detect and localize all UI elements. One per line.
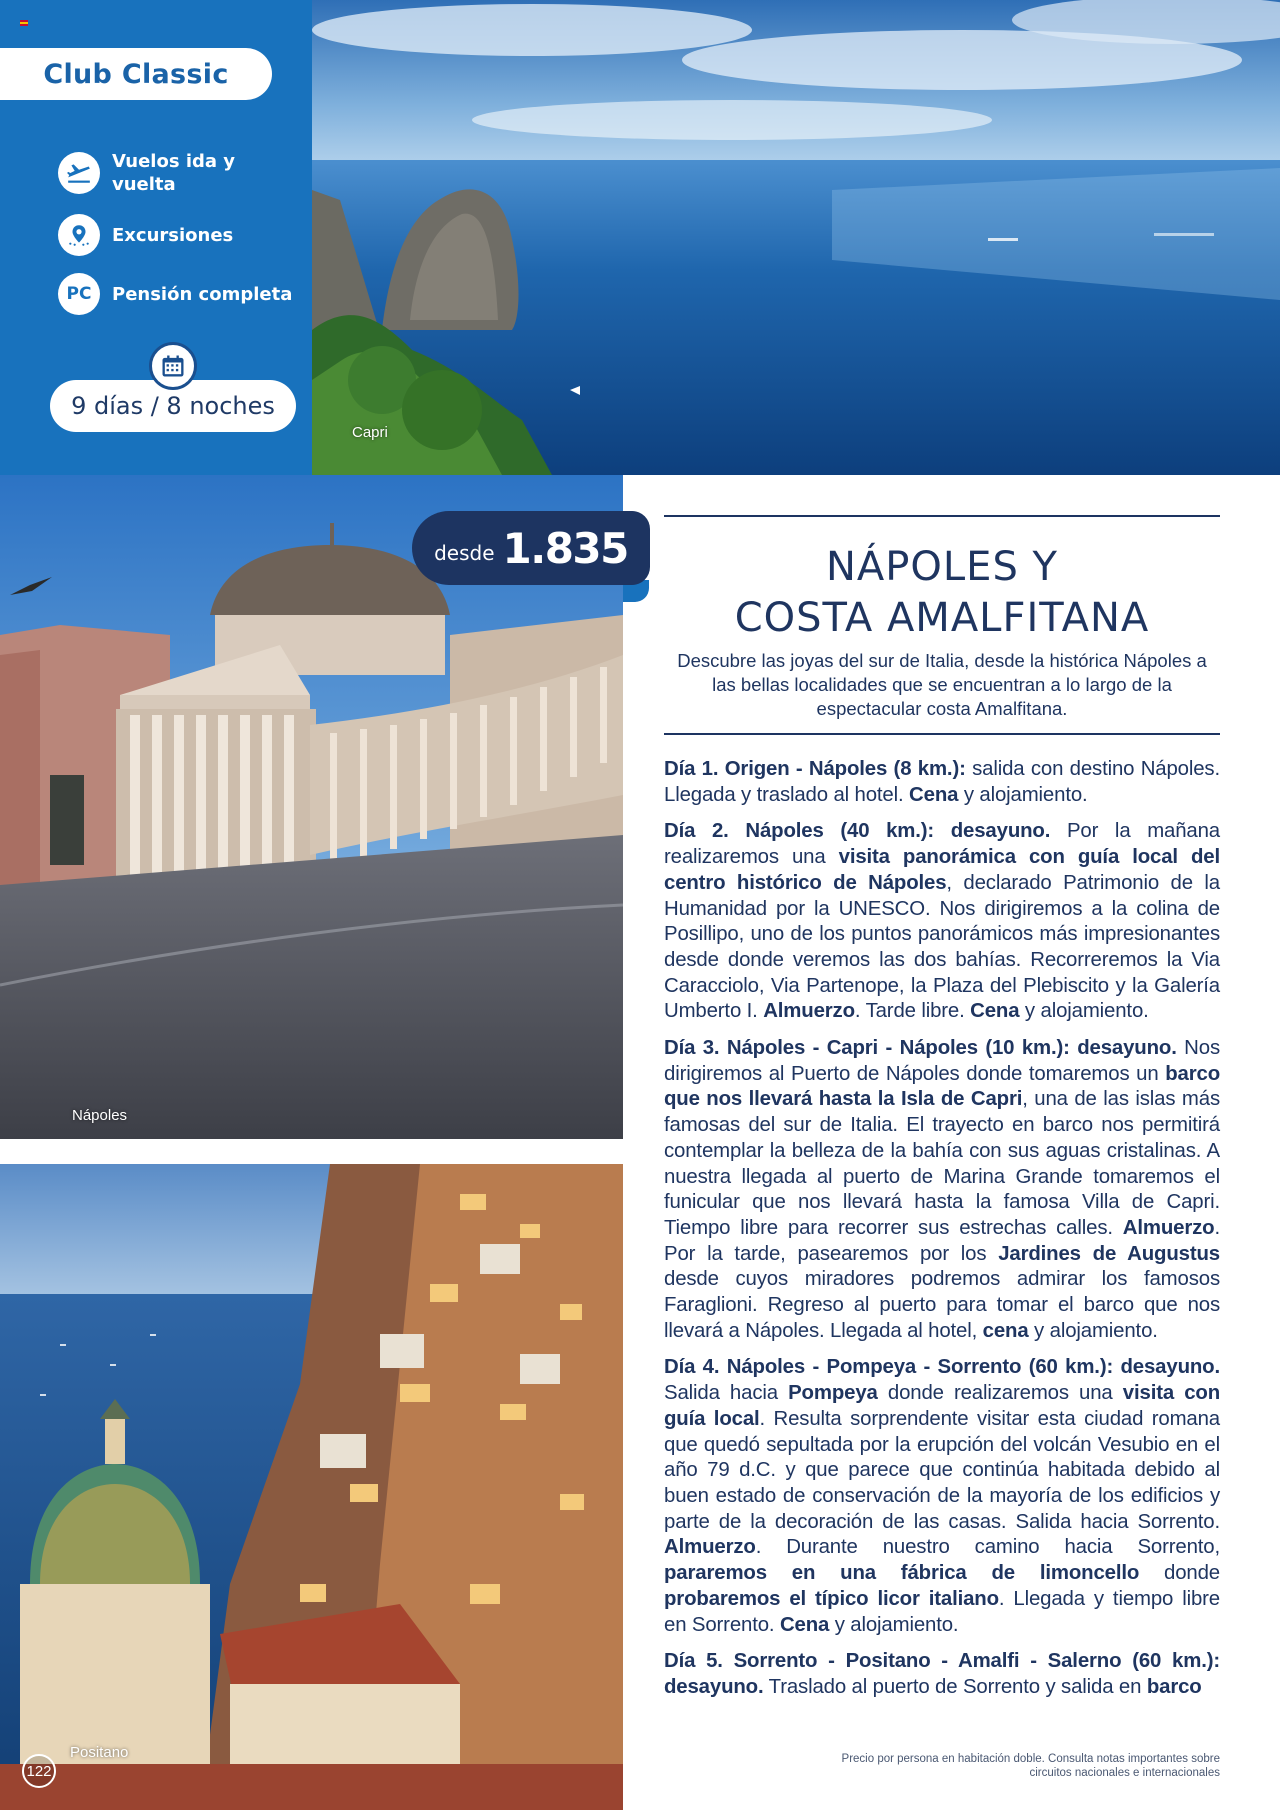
price-prefix: desde <box>434 541 495 565</box>
pc-icon <box>58 273 100 315</box>
program-name: Club Classic <box>43 58 229 90</box>
itinerary-text: donde realizaremos una <box>877 1382 1123 1405</box>
page-title <box>664 542 1220 644</box>
itinerary-bold-text: Pompeya <box>788 1382 878 1405</box>
itinerary-bold-text: Almuerzo <box>763 1000 855 1023</box>
itinerary <box>664 757 1220 1712</box>
itinerary-bold-text: Día 5. Sorrento - Positano - Amalfi - Salerno (60 km.): desayuno. <box>664 1650 1220 1698</box>
title-line-1: NÁPOLES Y <box>826 544 1058 590</box>
itinerary-bold-text: probaremos el típico licor italiano <box>664 1587 999 1610</box>
title-line-2: COSTA AMALFITANA <box>734 595 1150 641</box>
price-tag <box>412 511 650 585</box>
footnote-line-1: Precio por persona en habitación doble. Consulta notas importantes sobre <box>841 1753 1220 1765</box>
itinerary-bold-text: Día 2. Nápoles (40 km.): desayuno. <box>664 820 1051 843</box>
feature-label: Excursiones <box>112 224 234 246</box>
pc-icon-text: PC <box>66 284 92 304</box>
itinerary-bold-text: Día 1. Origen - Nápoles (8 km.): <box>664 758 966 780</box>
itinerary-text: y alojamiento. <box>829 1613 959 1636</box>
itinerary-day <box>664 1355 1220 1638</box>
feature-label: Vuelos ida y vuelta <box>112 151 236 195</box>
itinerary-text: y alojamiento. <box>1028 1319 1158 1342</box>
price-footnote <box>664 1752 1220 1780</box>
itinerary-day <box>664 819 1220 1025</box>
pin-icon <box>58 214 100 256</box>
itinerary-bold-text: barco <box>1146 1675 1202 1698</box>
itinerary-bold-text: Cena <box>779 1613 830 1636</box>
photo-caption-positano: Positano <box>70 1744 129 1761</box>
itinerary-text: Traslado al puerto de Sorrento y salida en <box>763 1675 1147 1698</box>
itinerary-bold-text: Almuerzo <box>664 1536 756 1559</box>
itinerary-text: . Resulta sorprendente visitar esta ciudad romana que quedó sepultada por la erupción del volcán Vesubio en el año 79 d.C. y que parece que continúa habitada debido al buen estado de conservación de la mayoría de los edificios y parte de la decoración de las casas. Salida hacia Sorrento. <box>664 1407 1220 1533</box>
feature-label: Pensión completa <box>112 283 293 305</box>
itinerary-bold-text: Cena <box>970 1000 1020 1023</box>
capri-photo <box>312 0 1280 475</box>
divider-middle <box>664 733 1220 735</box>
calendar-icon <box>149 342 197 390</box>
itinerary-text: desde cuyos miradores podremos admirar los famosos Faraglioni. Regreso al puerto para tomar el barco que nos llevará a Nápoles. Llegada al hotel, <box>664 1268 1220 1342</box>
itinerary-text: donde <box>1139 1562 1221 1585</box>
itinerary-bold-text: Día 3. Nápoles - Capri - Nápoles (10 km.): desayuno. <box>664 1037 1177 1060</box>
itinerary-bold-text: cena <box>982 1319 1029 1342</box>
trip-summary-panel <box>0 0 312 475</box>
feature-full-board <box>58 273 302 315</box>
itinerary-text: . Llegada y tiempo libre en Sorrento. <box>664 1587 1220 1636</box>
itinerary-text: , declarado Patrimonio de la Humanidad por la UNESCO. Nos dirigiremos a la colina de Posillipo, uno de los puntos panorámicos más impresionantes desde donde veremos las dos bahías. Recorreremos la Via Caracciolo, Via Partenope, la Plaza del Plebiscito y la Galería Umberto I. <box>664 871 1220 1023</box>
itinerary-text: salida con destino Nápoles. Llegada y traslado al hotel. <box>664 758 1220 806</box>
spain-flag-icon <box>20 20 28 26</box>
plane-icon <box>58 152 100 194</box>
itinerary-bold-text: Día 4. Nápoles - Pompeya - Sorrento (60 km.): desayuno. <box>664 1356 1220 1379</box>
itinerary-bold-text: pararemos en una fábrica de limoncello <box>664 1562 1140 1585</box>
itinerary-text: y alojamiento. <box>958 783 1088 806</box>
photo-caption-capri: Capri <box>352 424 388 441</box>
footnote-line-2: circuitos nacionales e internacionales <box>1029 1767 1220 1779</box>
duration-label: 9 días / 8 noches <box>71 392 275 420</box>
club-classic-badge <box>0 48 272 100</box>
price-value: 1.835 <box>502 523 628 573</box>
feature-flights <box>58 150 262 196</box>
itinerary-bold-text: Jardines de Augustus <box>998 1242 1220 1265</box>
itinerary-text: . Tarde libre. <box>854 1000 971 1023</box>
positano-photo <box>0 1164 623 1810</box>
itinerary-text: y alojamiento. <box>1019 1000 1149 1023</box>
itinerary-text: Salida hacia <box>664 1382 789 1405</box>
intro-text: Descubre las joyas del sur de Italia, desde la histórica Nápoles a las bellas localidades que se encuentran a lo largo de la espectacular costa Amalfitana. <box>677 650 1207 719</box>
photo-caption-napoles: Nápoles <box>72 1107 128 1124</box>
itinerary-bold-text: visita panorámica con guía local del centro histórico de Nápoles <box>664 846 1220 894</box>
itinerary-day <box>664 1036 1220 1344</box>
page-number: 122 <box>22 1754 56 1788</box>
itinerary-bold-text: Cena <box>909 783 959 806</box>
itinerary-bold-text: Almuerzo <box>1122 1216 1215 1239</box>
itinerary-bold-text: visita con guía local <box>664 1382 1220 1430</box>
itinerary-bold-text: barco que nos llevará hasta la Isla de Capri <box>664 1062 1220 1111</box>
divider-top <box>664 515 1220 517</box>
itinerary-text: Nos dirigiremos al Puerto de Nápoles donde tomaremos un <box>664 1037 1220 1085</box>
itinerary-text: , una de las islas más famosas del sur de Italia. El trayecto en barco nos permitirá contemplar la belleza de la bahía con sus aguas cristalinas. A nuestra llegada al puerto de Marina Grande tomaremos el funicular que nos llevará hasta la famosa Villa de Capri. Tiempo libre para recorrer sus estrechas calles. <box>664 1088 1220 1239</box>
feature-excursions <box>58 214 262 256</box>
itinerary-day <box>664 757 1220 808</box>
itinerary-text: . Durante nuestro camino hacia Sorrento, <box>755 1536 1220 1559</box>
itinerary-text: Por la mañana realizaremos una <box>664 820 1220 869</box>
itinerary-day <box>664 1649 1220 1700</box>
itinerary-text: . Por la tarde, pasearemos por los <box>664 1216 1220 1265</box>
